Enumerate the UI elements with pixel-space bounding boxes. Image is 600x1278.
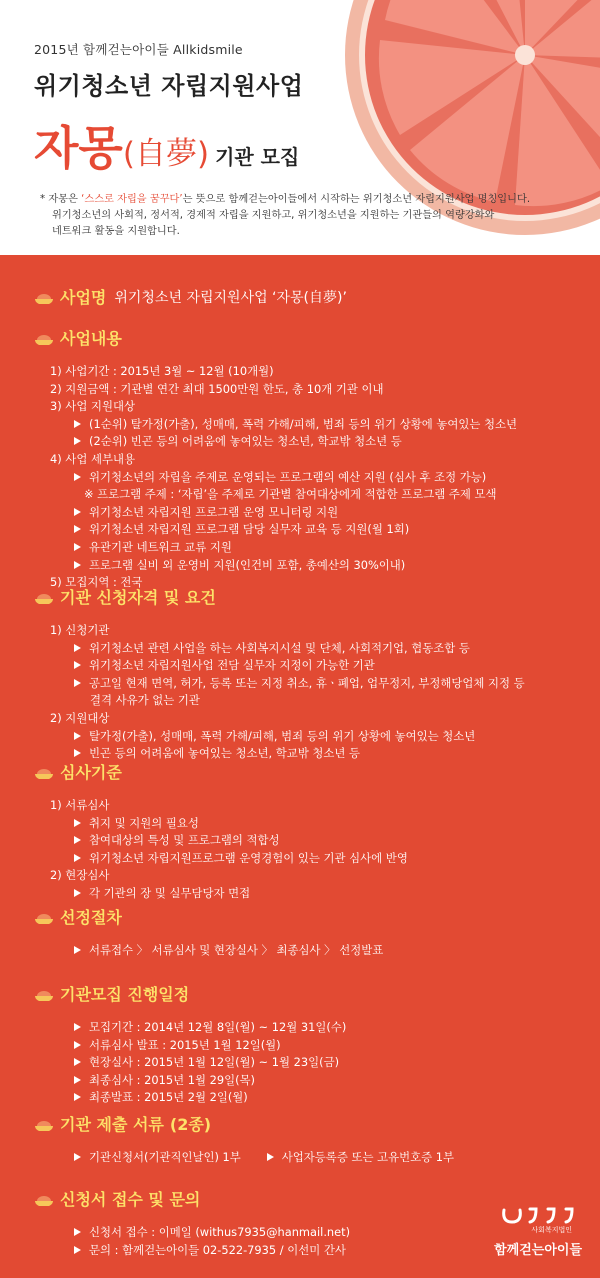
list-item: 위기청소년의 자립을 주제로 운영되는 프로그램의 예산 지원 (심사 후 조정 가능)	[89, 469, 487, 484]
section-title: 사업명	[60, 288, 107, 307]
list-item: 빈곤 등의 어려움에 놓여있는 청소년, 학교밖 청소년 등	[89, 746, 361, 761]
triangle-bullet-icon	[74, 1228, 81, 1236]
triangle-bullet-icon	[74, 508, 81, 516]
triangle-bullet-icon	[74, 525, 81, 533]
list-item: (2순위) 빈곤 등의 어려움에 놓여있는 청소년, 학교밖 청소년 등	[89, 434, 402, 449]
brand-suffix: 기관 모집	[215, 145, 300, 169]
triangle-bullet-icon	[74, 732, 81, 740]
list-item: 최종발표 : 2015년 2월 2일(월)	[89, 1090, 248, 1105]
triangle-bullet-icon	[74, 679, 81, 687]
triangle-bullet-icon	[267, 1153, 274, 1161]
grapefruit-bullet-icon	[34, 1117, 54, 1131]
list-item: 사업자등록증 또는 고유번호증 1부	[281, 1150, 454, 1164]
intro-note	[40, 192, 570, 240]
schedule-list	[34, 1019, 346, 1107]
note-line-2: 위기청소년의 사회적, 정서적, 경제적 자립을 지원하고, 위기청소년을 지원하는 기관들의 역량강화와	[52, 210, 495, 221]
triangle-bullet-icon	[74, 644, 81, 652]
triangle-bullet-icon	[74, 420, 81, 428]
triangle-bullet-icon	[74, 889, 81, 897]
list-item: 공고일 현재 면역, 허가, 등록 또는 지정 취소, 휴ㆍ폐업, 업무정지, 부정해당업체 지정 등	[89, 675, 525, 690]
triangle-bullet-icon	[74, 1093, 81, 1101]
note-prefix: * 자몽은	[40, 194, 78, 205]
header-area	[0, 0, 600, 255]
triangle-bullet-icon	[74, 854, 81, 862]
brand-title	[34, 112, 299, 178]
list-item: 2) 현장심사	[50, 868, 110, 883]
criteria-list	[34, 797, 408, 903]
list-item: 1) 신청기관	[50, 623, 110, 637]
business-name-value: 위기청소년 자립지원사업 ‘자몽(自夢)’	[114, 289, 347, 306]
section-title: 기관모집 진행일정	[60, 985, 190, 1004]
section-title: 심사기준	[60, 763, 122, 782]
list-item: 위기청소년 자립지원프로그램 운영경험이 있는 기관 심사에 반영	[89, 850, 408, 865]
list-item: 1) 사업기간 : 2015년 3월 ~ 12월 (10개월)	[50, 364, 274, 378]
page-title: 위기청소년 자립지원사업	[34, 72, 304, 100]
note-line-3: 네트워크 활동을 지원합니다.	[52, 226, 180, 237]
section-procedure	[34, 905, 383, 960]
list-item: 유관기관 네트워크 교류 지원	[89, 539, 232, 554]
triangle-bullet-icon	[74, 543, 81, 551]
grapefruit-bullet-icon	[34, 765, 54, 779]
list-item: (1순위) 탈가정(가출), 성매매, 폭력 가해/피해, 범죄 등의 위기 상황에 놓여있는 청소년	[89, 416, 518, 431]
triangle-bullet-icon	[74, 1076, 81, 1084]
list-item: 탈가정(가출), 성매매, 폭력 가해/피해, 범죄 등의 위기 상황에 놓여있는 청소년	[89, 728, 476, 743]
triangle-bullet-icon	[74, 946, 81, 954]
section-title: 사업내용	[60, 329, 122, 348]
note-rest: 는 뜻으로 함께걷는아이들에서 시작하는 위기청소년 자립지원사업 명칭입니다.	[182, 194, 531, 205]
list-item: 결격 사유가 없는 기관	[90, 693, 200, 708]
section-business-name	[34, 285, 347, 308]
organization-logo	[490, 1206, 582, 1268]
list-item: 1) 서류심사	[50, 798, 110, 812]
contact-email: 신청서 접수 : 이메일 (withus7935@hanmail.net)	[89, 1225, 351, 1239]
procedure-steps: 서류접수 〉 서류심사 및 현장실사 〉 최종심사 〉 선정발표	[89, 943, 384, 957]
section-qualification	[34, 585, 525, 763]
list-item: 기관신청서(기관직인날인) 1부	[89, 1150, 241, 1164]
list-item: 모집기간 : 2014년 12월 8일(월) ~ 12월 31일(수)	[89, 1020, 347, 1034]
triangle-bullet-icon	[74, 661, 81, 669]
section-title: 기관 제출 서류	[60, 1115, 164, 1134]
list-item: 4) 사업 세부내용	[50, 451, 135, 466]
triangle-bullet-icon	[74, 437, 81, 445]
list-item: 각 기관의 장 및 실무담당자 면접	[89, 885, 251, 900]
list-item: 2) 지원대상	[50, 710, 110, 725]
section-criteria	[34, 760, 408, 903]
list-item: 최종심사 : 2015년 1월 29일(목)	[89, 1072, 255, 1087]
logo-subtitle: 사회복지법인	[531, 1226, 572, 1234]
brand-hanja: (自夢)	[122, 136, 210, 172]
section-schedule	[34, 982, 346, 1107]
list-item: 서류심사 발표 : 2015년 1월 12일(월)	[89, 1037, 281, 1052]
note-quote: ‘스스로 자립을 꿈꾸다’	[81, 194, 183, 205]
list-item: 위기청소년 관련 사업을 하는 사회복지시설 및 단체, 사회적기업, 협동조합 등	[89, 640, 470, 655]
qualification-list	[34, 622, 525, 763]
list-item: 취지 및 지원의 필요성	[89, 815, 199, 830]
triangle-bullet-icon	[74, 1023, 81, 1031]
section-documents	[34, 1112, 454, 1167]
triangle-bullet-icon	[74, 749, 81, 757]
list-item: 참여대상의 특성 및 프로그램의 적합성	[89, 833, 280, 848]
list-item: ※ 프로그램 주제 : ‘자립’을 주제로 기관별 참여대상에게 적합한 프로그램 주제 모색	[84, 487, 497, 502]
grapefruit-bullet-icon	[34, 987, 54, 1001]
section-title: 선정절차	[60, 908, 122, 927]
section-content	[34, 326, 517, 592]
list-item: 프로그램 실비 외 운영비 지원(인건비 포함, 총예산의 30%이내)	[89, 557, 406, 572]
list-item: 2) 지원금액 : 기관별 연간 최대 1500만원 한도, 총 10개 기관 이내	[50, 381, 384, 396]
section-title: 신청서 접수 및 문의	[60, 1190, 201, 1209]
documents-count: (2종)	[169, 1115, 212, 1134]
header-subtitle: 2015년 함께걷는아이들 Allkidsmile	[34, 42, 243, 57]
grapefruit-bullet-icon	[34, 331, 54, 345]
grapefruit-bullet-icon	[34, 910, 54, 924]
triangle-bullet-icon	[74, 1246, 81, 1254]
triangle-bullet-icon	[74, 836, 81, 844]
section-inquiry	[34, 1187, 350, 1259]
list-item: 현장실사 : 2015년 1월 12일(월) ~ 1월 23일(금)	[89, 1055, 340, 1070]
footprints-logo-icon	[496, 1206, 580, 1226]
brand-main: 자몽	[34, 121, 123, 175]
triangle-bullet-icon	[74, 1058, 81, 1066]
list-item: 3) 사업 지원대상	[50, 399, 135, 414]
triangle-bullet-icon	[74, 561, 81, 569]
list-item: 위기청소년 자립지원 프로그램 담당 실무자 교육 등 지원(월 1회)	[89, 522, 410, 537]
contact-phone: 문의 : 함께걷는아이들 02-522-7935 / 이선미 간사	[89, 1242, 346, 1257]
triangle-bullet-icon	[74, 1041, 81, 1049]
triangle-bullet-icon	[74, 1153, 81, 1161]
section-title: 기관 신청자격 및 요건	[60, 588, 216, 607]
grapefruit-bullet-icon	[34, 590, 54, 604]
grapefruit-bullet-icon	[34, 290, 54, 304]
grapefruit-bullet-icon	[34, 1192, 54, 1206]
list-item: 위기청소년 자립지원사업 전담 실무자 지정이 가능한 기관	[89, 658, 375, 673]
triangle-bullet-icon	[74, 819, 81, 827]
triangle-bullet-icon	[74, 473, 81, 481]
logo-name: 함께걷는아이들	[494, 1243, 582, 1258]
list-item: 5) 모집지역 : 전국	[50, 575, 143, 590]
inquiry-list	[34, 1224, 350, 1259]
list-item: 위기청소년 자립지원 프로그램 운영 모니터링 지원	[89, 504, 339, 519]
content-list	[34, 363, 517, 592]
